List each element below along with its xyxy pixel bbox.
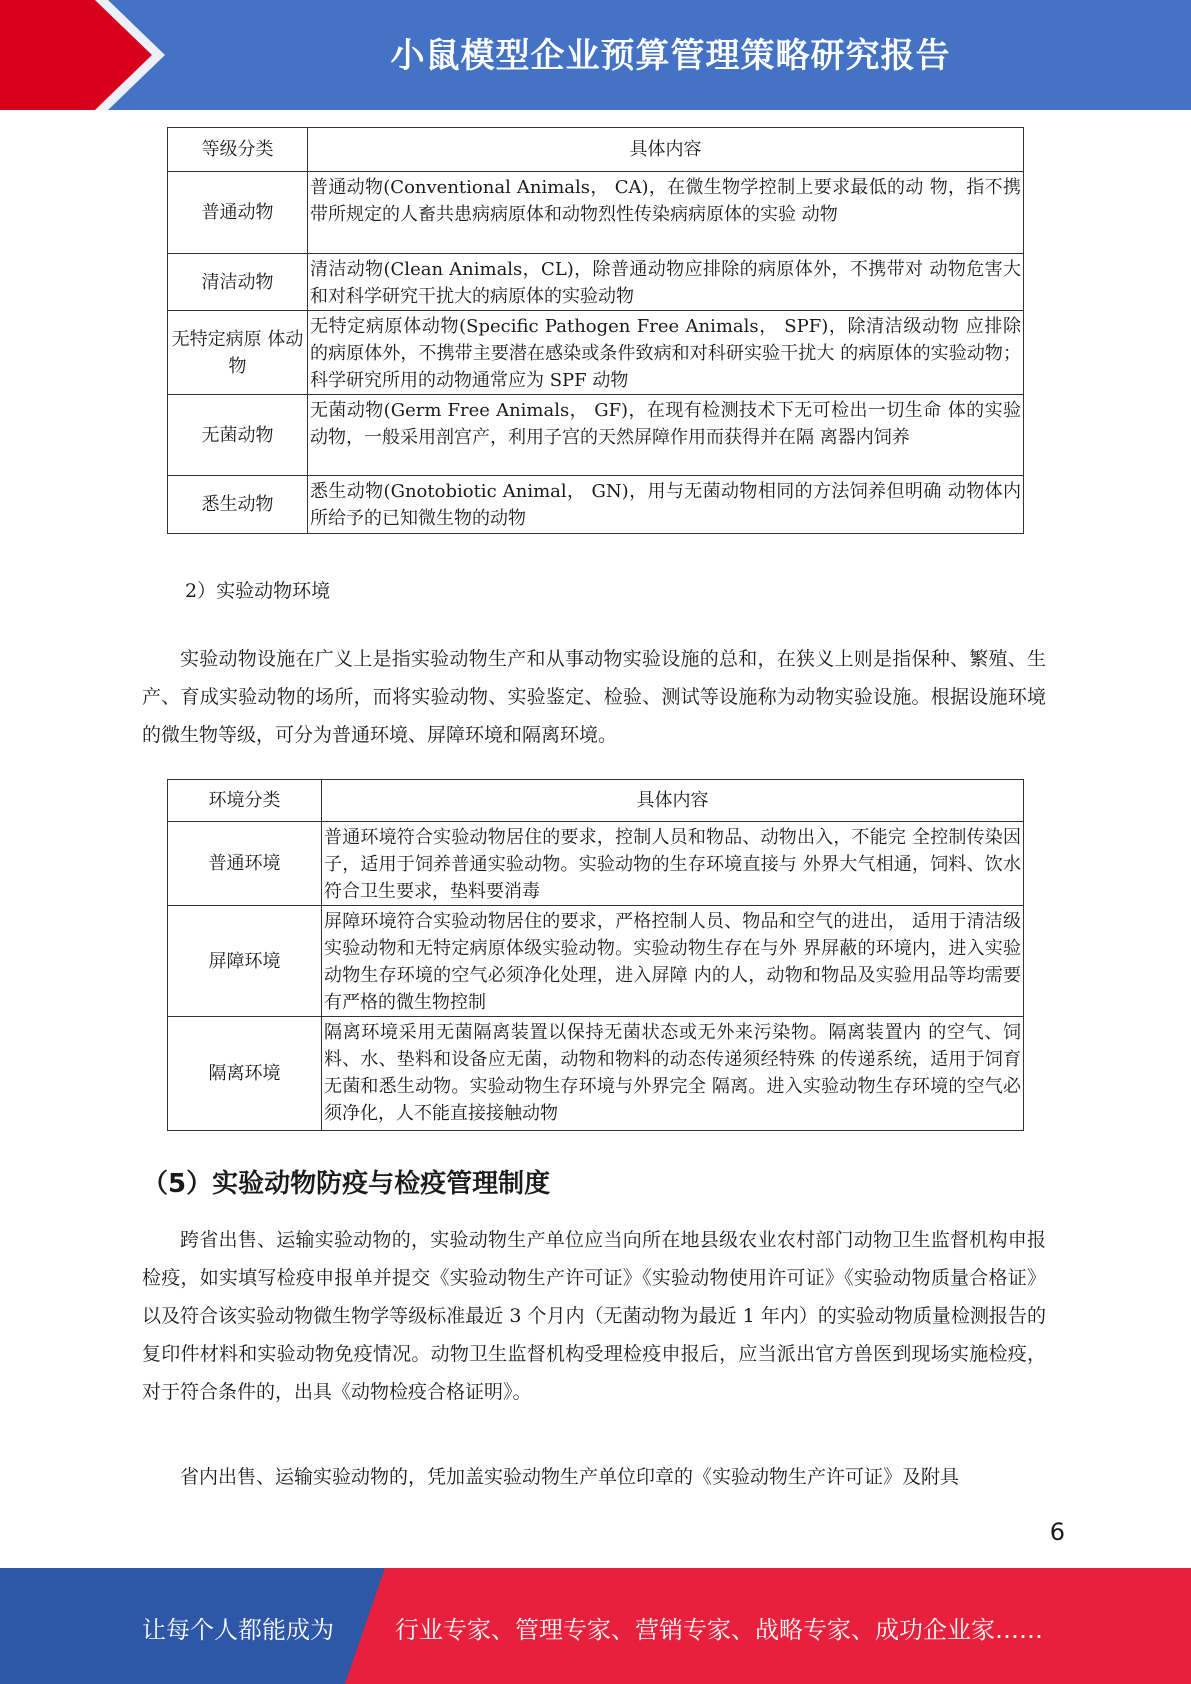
category-cell: 普通环境 — [168, 822, 322, 906]
content-cell: 普通环境符合实验动物居住的要求，控制人员和物品、动物出入，不能完 全控制传染因子，适用于饲养普通实验动物。实验动物的生存环境直接与 外界大气相通，饲料、饮水符合卫生要求，垫料要消毒 — [322, 822, 1024, 906]
animal-grade-table — [167, 127, 1024, 534]
table-row — [168, 311, 1024, 395]
table-row — [168, 395, 1024, 476]
section-heading: （5）实验动物防疫与检疫管理制度 — [142, 1169, 551, 1199]
table-row — [168, 254, 1024, 311]
environment-table — [167, 779, 1024, 1131]
subheading-environment: 2）实验动物环境 — [185, 580, 331, 602]
table-header-cell: 具体内容 — [308, 128, 1024, 172]
report-title: 小鼠模型企业预算管理策略研究报告 — [390, 36, 951, 76]
table-row — [168, 1017, 1024, 1131]
table-row — [168, 822, 1024, 906]
content-cell: 屏障环境符合实验动物居住的要求，严格控制人员、物品和空气的进出， 适用于清洁级实验动物和无特定病原体级实验动物。实验动物生存在与外 界屏蔽的环境内，进入实验动物生存环境的空气必须净化处理，进入屏障 内的人，动物和物品及实验用品等均需要有严格的微生物控制 — [322, 906, 1024, 1017]
table-header-cell: 具体内容 — [322, 780, 1024, 822]
table-row — [168, 906, 1024, 1017]
table-header-cell: 等级分类 — [168, 128, 308, 172]
category-cell: 清洁动物 — [168, 254, 308, 311]
content-cell: 普通动物(Conventional Animals， CA)，在微生物学控制上要求最低的动 物，指不携带所规定的人畜共患病病原体和动物烈性传染病病原体的实验 动物 — [308, 172, 1024, 254]
table-row — [168, 172, 1024, 254]
category-cell: 普通动物 — [168, 172, 308, 254]
footer-slogan-right: 行业专家、管理专家、营销专家、战略专家、成功企业家…… — [395, 1616, 1043, 1644]
content-cell: 无特定病原体动物(Specific Pathogen Free Animals， SPF)，除清洁级动物 应排除的病原体外，不携带主要潜在感染或条件致病和对科研实验干扰大 的病原体的实验动物；科学研究所用的动物通常应为 SPF 动物 — [308, 311, 1024, 395]
content-cell: 悉生动物(Gnotobiotic Animal， GN)，用与无菌动物相同的方法饲养但明确 动物体内所给予的已知微生物的动物 — [308, 476, 1024, 534]
content-cell: 无菌动物(Germ Free Animals， GF)，在现有检测技术下无可检出一切生命 体的实验动物，一般采用剖宫产，利用子宫的天然屏障作用而获得并在隔 离器内饲养 — [308, 395, 1024, 476]
table-row — [168, 476, 1024, 534]
paragraph-provincial: 省内出售、运输实验动物的，凭加盖实验动物生产单位印章的《实验动物生产许可证》及附具 — [180, 1466, 960, 1488]
content-cell: 隔离环境采用无菌隔离装置以保持无菌状态或无外来污染物。隔离装置内 的空气、饲料、水、垫料和设备应无菌，动物和物料的动态传递须经特殊 的传递系统，适用于饲育无菌和悉生动物。实验动物生存环境与外界完全 隔离。进入实验动物生存环境的空气必须净化，人不能直接接触动物 — [322, 1017, 1024, 1131]
content-cell: 清洁动物(Clean Animals，CL)，除普通动物应排除的病原体外，不携带对 动物危害大和对科学研究干扰大的病原体的实验动物 — [308, 254, 1024, 311]
category-cell: 悉生动物 — [168, 476, 308, 534]
page-number: 6 — [1049, 1518, 1065, 1546]
category-cell: 屏障环境 — [168, 906, 322, 1017]
table-header-row — [168, 780, 1024, 822]
paragraph-quarantine: 跨省出售、运输实验动物的，实验动物生产单位应当向所在地县级农业农村部门动物卫生监督机构申报检疫，如实填写检疫申报单并提交《实验动物生产许可证》《实验动物使用许可证》《实验动物质量合格证》以及符合该实验动物微生物学等级标准最近 3 个月内（无菌动物为最近 1 年内）的实验动物质量检测报告的复印件材料和实验动物免疫情况。动物卫生监督机构受理检疫申报后，应当派出官方兽医到现场实施检疫，对于符合条件的，出具《动物检疫合格证明》。 — [142, 1229, 1046, 1403]
category-cell: 隔离环境 — [168, 1017, 322, 1131]
footer-slogan-left: 让每个人都能成为 — [142, 1616, 334, 1644]
table-header-cell: 环境分类 — [168, 780, 322, 822]
table-header-row — [168, 128, 1024, 172]
paragraph-environment: 实验动物设施在广义上是指实验动物生产和从事动物实验设施的总和，在狭义上则是指保种、繁殖、生产、育成实验动物的场所，而将实验动物、实验鉴定、检验、测试等设施称为动物实验设施。根据设施环境的微生物等级，可分为普通环境、屏障环境和隔离环境。 — [142, 648, 1046, 746]
category-cell: 无菌动物 — [168, 395, 308, 476]
category-cell: 无特定病原 体动物 — [168, 311, 308, 395]
